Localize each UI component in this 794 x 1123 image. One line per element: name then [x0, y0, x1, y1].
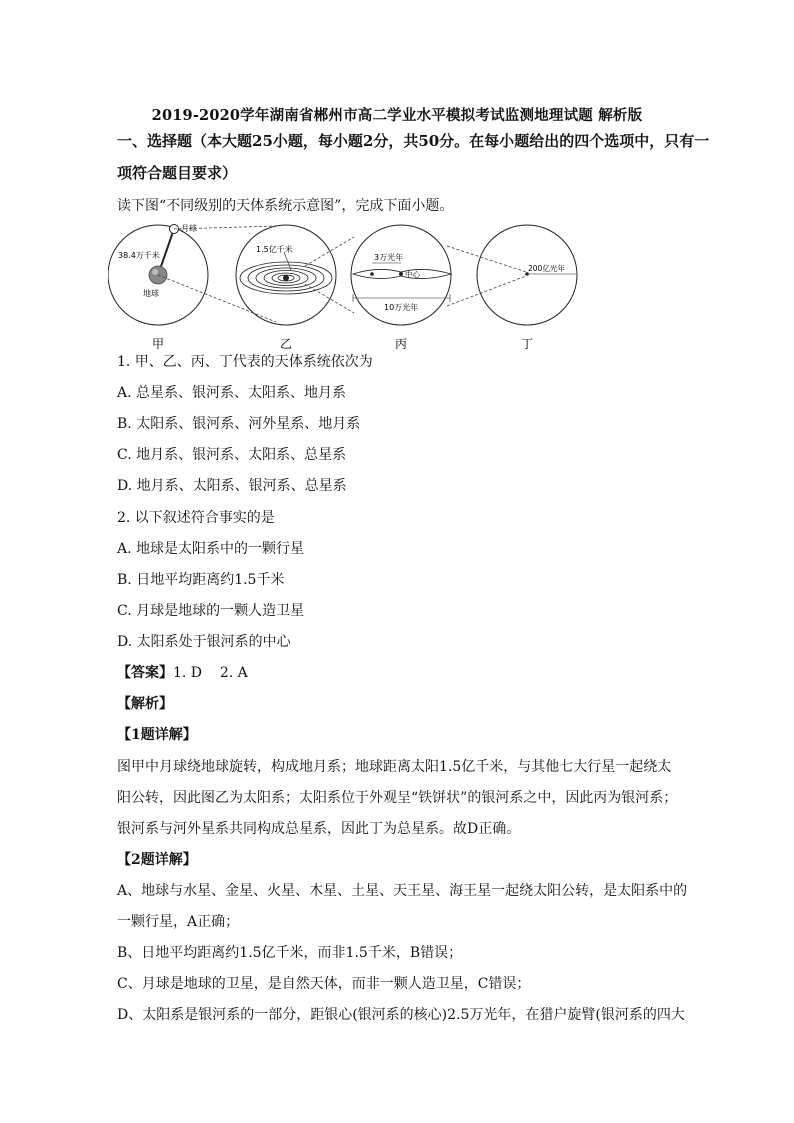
question-1-option-b: B. 太阳系、银河系、河外星系、地月系 — [117, 416, 361, 432]
panel-ding — [477, 225, 577, 325]
detail-2-line: D、太阳系是银河系的一部分，距银心(银河系的核心)2.5万光年，在猎户旋臂(银河系的四大 — [117, 1007, 685, 1023]
moon-distance-label: 38.4万千米 — [118, 251, 160, 260]
document-title: 2019-2020学年湖南省郴州市高二学业水平模拟考试监测地理试题 解析版 — [151, 107, 643, 124]
question-1-option-d: D. 地月系、太阳系、银河系、总星系 — [117, 478, 347, 494]
section-heading-line2: 项符合题目要求） — [117, 164, 238, 182]
sun-icon — [283, 275, 289, 281]
question-1-stem: 1. 甲、乙、丙、丁代表的天体系统依次为 — [117, 354, 373, 370]
galaxy-offset-label: 3万光年 — [374, 253, 404, 262]
question-2-option-b: B. 日地平均距离约1.5千米 — [117, 572, 285, 588]
detail-2-line: C、月球是地球的卫星，是自然天体，而非一颗人造卫星，C错误； — [117, 976, 531, 992]
panel-yi — [236, 225, 336, 325]
question-2-option-d: D. 太阳系处于银河系的中心 — [117, 634, 291, 650]
moon-label: 月球 — [181, 224, 197, 233]
question-1-option-c: C. 地月系、银河系、太阳系、总星系 — [117, 447, 347, 463]
galaxy-diameter-label: 10万光年 — [384, 303, 419, 312]
celestial-systems-figure — [108, 222, 583, 352]
detail-1-line: 银河系与河外星系共同构成总星系，因此丁为总星系。故D正确。 — [117, 821, 521, 837]
detail-1-line: 图甲中月球绕地球旋转，构成地月系；地球距离太阳1.5亿千米，与其他七大行星一起绕太 — [117, 759, 672, 775]
galaxy-center-label: 中心 — [405, 270, 420, 279]
detail-1-label: 【1题详解】 — [117, 727, 197, 743]
label-ding: 丁 — [521, 337, 534, 351]
panel-jia — [108, 223, 208, 325]
analysis-label: 【解析】 — [117, 696, 173, 712]
detail-1-line: 阳公转，因此图乙为太阳系；太阳系位于外观呈“铁饼状”的银河系之中，因此丙为银河系； — [117, 790, 678, 806]
question-2-option-c: C. 月球是地球的一颗人造卫星 — [117, 603, 305, 619]
detail-2-line: B、日地平均距离约1.5亿千米，而非1.5千米，B错误； — [117, 945, 463, 961]
detail-2-line: A、地球与水星、金星、火星、木星、土星、天王星、海王星一起绕太阳公转，是太阳系中的 — [117, 883, 688, 899]
universe-radius-label: 200亿光年 — [528, 264, 565, 273]
label-jia: 甲 — [152, 337, 165, 351]
answer-label: 【答案】 — [117, 665, 173, 681]
answer-text: 1. D 2. A — [173, 665, 248, 681]
detail-2-label: 【2题详解】 — [117, 852, 197, 868]
question-2-option-a: A. 地球是太阳系中的一颗行星 — [117, 541, 305, 557]
label-bing: 丙 — [395, 337, 408, 351]
question-2-stem: 2. 以下叙述符合事实的是 — [117, 510, 275, 526]
sun-distance-label: 1.5亿千米 — [256, 245, 293, 254]
answer-line — [117, 663, 687, 683]
detail-2-line: 一颗行星，A正确； — [117, 914, 240, 930]
panel-bing — [351, 225, 451, 325]
question-1-option-a: A. 总星系、银河系、太阳系、地月系 — [117, 385, 347, 401]
intro-text: 读下图“不同级别的天体系统示意图”，完成下面小题。 — [117, 198, 454, 214]
label-yi: 乙 — [280, 337, 293, 351]
section-heading-line1: 一、选择题（本大题25小题，每小题2分，共50分。在每小题给出的四个选项中，只有一 — [117, 132, 710, 150]
earth-label: 地球 — [143, 289, 159, 298]
